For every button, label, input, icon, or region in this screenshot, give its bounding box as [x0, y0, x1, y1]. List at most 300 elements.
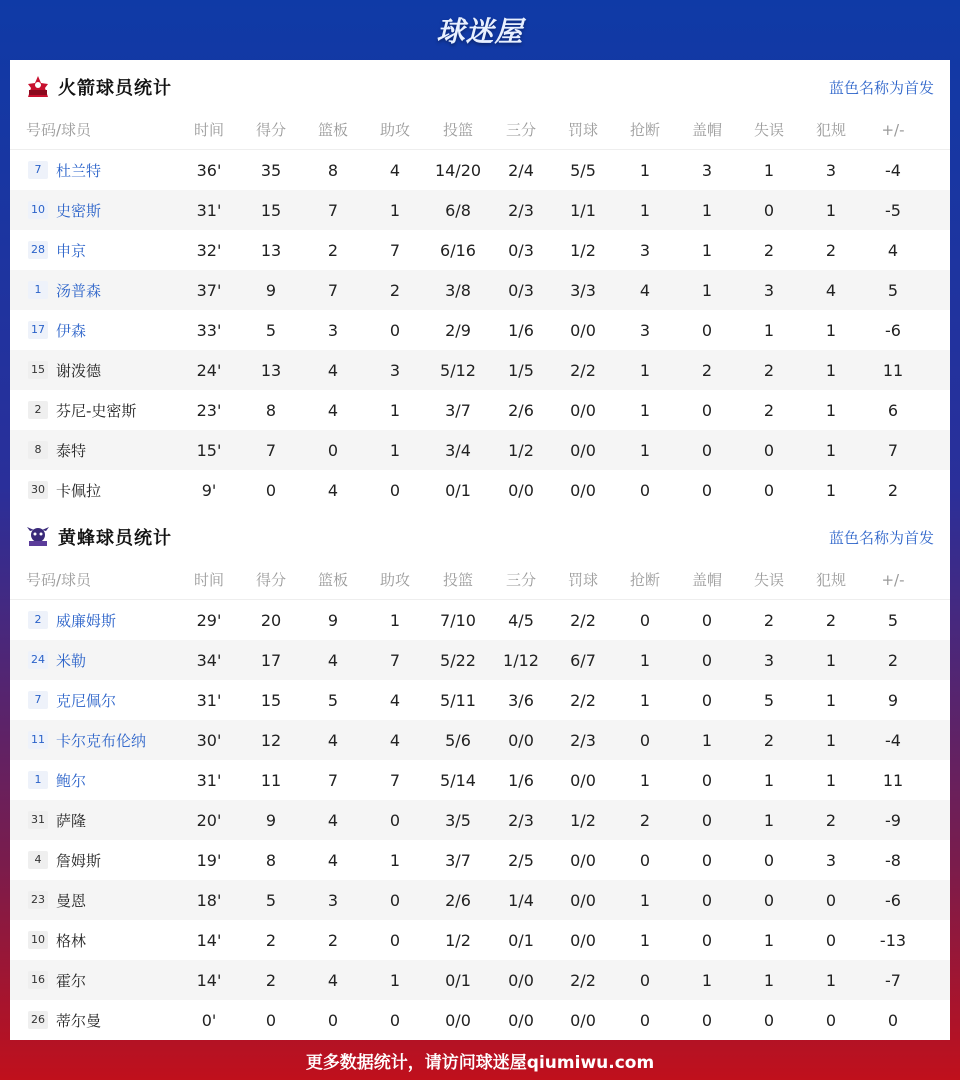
stat-three-pointers: 1/6: [508, 770, 534, 790]
player-name-link[interactable]: 霍尔: [56, 971, 87, 990]
stat-fouls: 0: [825, 890, 837, 910]
column-header-field-goals: 投篮: [442, 571, 473, 589]
starter-legend: 蓝色名称为首发: [828, 78, 934, 97]
column-header-turnovers: 失误: [753, 121, 784, 139]
stat-three-pointers: 3/6: [508, 690, 534, 710]
stat-free-throws: 0/0: [570, 770, 596, 790]
stat-turnovers: 0: [763, 890, 775, 910]
stat-blocks: 3: [701, 160, 713, 180]
stat-steals: 0: [639, 1010, 651, 1030]
stat-free-throws: 0/0: [570, 400, 596, 420]
stats-panel: [10, 60, 950, 1040]
app-header: [0, 0, 960, 60]
stat-fouls: 0: [825, 930, 837, 950]
stat-plus-minus: -5: [885, 200, 901, 220]
table-row[interactable]: [10, 880, 950, 920]
player-name-link[interactable]: 克尼佩尔: [56, 691, 117, 710]
player-name-link[interactable]: 詹姆斯: [56, 851, 102, 870]
column-header-blocks: 盖帽: [691, 571, 722, 589]
stat-fouls: 3: [825, 850, 837, 870]
jersey-number-badge: 10: [28, 931, 48, 949]
stat-turnovers: 2: [763, 610, 775, 630]
jersey-number-badge: 16: [28, 971, 48, 989]
stat-plus-minus: 5: [887, 610, 899, 630]
stat-assists: 0: [389, 320, 401, 340]
player-cell: [10, 1010, 180, 1031]
stat-blocks: 0: [701, 610, 713, 630]
player-cell: [10, 650, 180, 671]
stat-rebounds: 4: [327, 360, 339, 380]
stat-free-throws: 0/0: [570, 890, 596, 910]
column-header-turnovers: 失误: [753, 571, 784, 589]
stat-free-throws: 1/2: [570, 240, 596, 260]
stat-minutes: 31': [196, 770, 222, 790]
stat-turnovers: 2: [763, 240, 775, 260]
stat-assists: 7: [389, 240, 401, 260]
stat-minutes: 0': [201, 1010, 217, 1030]
stat-points: 8: [265, 400, 277, 420]
player-cell: [10, 770, 180, 791]
column-header-assists: 助攻: [379, 121, 410, 139]
stat-steals: 1: [639, 200, 651, 220]
stat-free-throws: 3/3: [570, 280, 596, 300]
stat-free-throws: 1/1: [570, 200, 596, 220]
stat-field-goals: 2/9: [445, 320, 471, 340]
footer-text[interactable]: 更多数据统计，请访问球迷屋qiumiwu.com: [305, 1052, 655, 1073]
stat-steals: 1: [639, 930, 651, 950]
stat-plus-minus: 2: [887, 480, 899, 500]
stat-minutes: 36': [196, 160, 222, 180]
stat-points: 7: [265, 440, 277, 460]
column-header-three-pointers: 三分: [505, 121, 536, 139]
stat-points: 9: [265, 810, 277, 830]
stat-rebounds: 0: [327, 1010, 339, 1030]
jersey-number-badge: 24: [28, 651, 48, 669]
player-name-link[interactable]: 蒂尔曼: [56, 1011, 102, 1030]
stat-plus-minus: -6: [885, 320, 901, 340]
stat-blocks: 1: [701, 280, 713, 300]
player-cell: [10, 480, 180, 501]
stat-fouls: 2: [825, 610, 837, 630]
stat-points: 5: [265, 890, 277, 910]
player-cell: [10, 850, 180, 871]
player-name-link[interactable]: 伊森: [56, 321, 87, 340]
stat-field-goals: 3/8: [445, 280, 471, 300]
table-row[interactable]: [10, 470, 950, 510]
stat-fouls: 1: [825, 400, 837, 420]
stat-fouls: 1: [825, 360, 837, 380]
stat-plus-minus: 11: [882, 360, 904, 380]
stat-free-throws: 1/2: [570, 810, 596, 830]
player-name-link[interactable]: 格林: [56, 931, 87, 950]
stat-three-pointers: 4/5: [508, 610, 534, 630]
stat-blocks: 2: [701, 360, 713, 380]
stat-steals: 0: [639, 970, 651, 990]
jersey-number-badge: 1: [28, 771, 48, 789]
stat-blocks: 0: [701, 930, 713, 950]
stat-minutes: 29': [196, 610, 222, 630]
stat-plus-minus: 0: [887, 1010, 899, 1030]
player-name-link[interactable]: 威廉姆斯: [56, 611, 117, 630]
stat-minutes: 31': [196, 200, 222, 220]
stat-steals: 1: [639, 160, 651, 180]
stat-rebounds: 7: [327, 200, 339, 220]
stat-steals: 2: [639, 810, 651, 830]
stat-minutes: 18': [196, 890, 222, 910]
stat-blocks: 0: [701, 650, 713, 670]
player-name-link[interactable]: 杜兰特: [56, 161, 102, 180]
stat-free-throws: 2/3: [570, 730, 596, 750]
stat-plus-minus: -9: [885, 810, 901, 830]
stat-blocks: 1: [701, 970, 713, 990]
stat-minutes: 37': [196, 280, 222, 300]
stat-fouls: 2: [825, 240, 837, 260]
stat-fouls: 1: [825, 320, 837, 340]
stat-minutes: 30': [196, 730, 222, 750]
stat-steals: 1: [639, 690, 651, 710]
player-name-link[interactable]: 芬尼-史密斯: [56, 401, 137, 420]
stat-three-pointers: 1/6: [508, 320, 534, 340]
stat-free-throws: 2/2: [570, 610, 596, 630]
stat-field-goals: 0/0: [445, 1010, 471, 1030]
stat-field-goals: 3/5: [445, 810, 471, 830]
stat-assists: 4: [389, 160, 401, 180]
stat-minutes: 33': [196, 320, 222, 340]
stat-assists: 1: [389, 970, 401, 990]
stat-fouls: 4: [825, 280, 837, 300]
player-cell: [10, 280, 180, 301]
jersey-number-badge: 23: [28, 891, 48, 909]
table-row[interactable]: [10, 310, 950, 350]
jersey-number-badge: 17: [28, 321, 48, 339]
stat-assists: 3: [389, 360, 401, 380]
table-row[interactable]: [10, 720, 950, 760]
stat-turnovers: 2: [763, 360, 775, 380]
stat-turnovers: 3: [763, 280, 775, 300]
stat-points: 17: [260, 650, 282, 670]
stat-assists: 1: [389, 440, 401, 460]
stat-rebounds: 4: [327, 730, 339, 750]
jersey-number-badge: 10: [28, 201, 48, 219]
stat-steals: 1: [639, 650, 651, 670]
player-cell: [10, 360, 180, 381]
player-cell: [10, 610, 180, 631]
stat-assists: 7: [389, 770, 401, 790]
jersey-number-badge: 26: [28, 1011, 48, 1029]
stat-blocks: 0: [701, 320, 713, 340]
player-name-link[interactable]: 史密斯: [56, 201, 102, 220]
stat-plus-minus: 2: [887, 650, 899, 670]
jersey-number-badge: 30: [28, 481, 48, 499]
table-row[interactable]: [10, 920, 950, 960]
stat-free-throws: 2/2: [570, 360, 596, 380]
stat-rebounds: 4: [327, 970, 339, 990]
stat-fouls: 1: [825, 970, 837, 990]
stat-three-pointers: 2/6: [508, 400, 534, 420]
stat-three-pointers: 0/0: [508, 1010, 534, 1030]
column-header-steals: 抢断: [629, 571, 660, 589]
stat-rebounds: 4: [327, 480, 339, 500]
stat-assists: 2: [389, 280, 401, 300]
player-cell: [10, 160, 180, 181]
table-row[interactable]: [10, 800, 950, 840]
stat-rebounds: 2: [327, 240, 339, 260]
stat-points: 15: [260, 690, 282, 710]
player-name-link[interactable]: 曼恩: [56, 891, 87, 910]
stat-rebounds: 9: [327, 610, 339, 630]
player-cell: [10, 730, 180, 751]
stat-turnovers: 1: [763, 160, 775, 180]
player-name-link[interactable]: 米勒: [56, 651, 87, 670]
jersey-number-badge: 7: [28, 161, 48, 179]
player-stats-table-rockets: [10, 110, 950, 510]
stat-three-pointers: 1/2: [508, 440, 534, 460]
stat-three-pointers: 0/3: [508, 240, 534, 260]
site-logo[interactable]: 球迷屋: [436, 15, 524, 48]
stat-field-goals: 5/22: [440, 650, 476, 670]
stat-field-goals: 0/1: [445, 480, 471, 500]
stat-free-throws: 0/0: [570, 320, 596, 340]
stat-points: 8: [265, 850, 277, 870]
stat-fouls: 2: [825, 810, 837, 830]
player-cell: [10, 690, 180, 711]
stat-turnovers: 2: [763, 400, 775, 420]
player-cell: [10, 400, 180, 421]
stat-plus-minus: -7: [885, 970, 901, 990]
stat-steals: 3: [639, 240, 651, 260]
player-name-link[interactable]: 泰特: [56, 441, 87, 460]
starter-legend: 蓝色名称为首发: [828, 528, 934, 547]
stat-assists: 1: [389, 610, 401, 630]
stat-field-goals: 5/14: [440, 770, 476, 790]
stat-free-throws: 0/0: [570, 850, 596, 870]
jersey-number-badge: 1: [28, 281, 48, 299]
jersey-number-badge: 28: [28, 241, 48, 259]
footer-banner: [0, 1040, 960, 1080]
stat-blocks: 0: [701, 480, 713, 500]
column-header-plus-minus: +/-: [881, 120, 905, 139]
table-row[interactable]: [10, 230, 950, 270]
stat-blocks: 0: [701, 890, 713, 910]
player-name-link[interactable]: 卡尔克布伦纳: [56, 731, 147, 750]
stat-field-goals: 7/10: [440, 610, 476, 630]
column-header-points: 得分: [255, 571, 286, 589]
player-name-link[interactable]: 卡佩拉: [56, 481, 102, 500]
stat-turnovers: 1: [763, 930, 775, 950]
stat-fouls: 3: [825, 160, 837, 180]
column-header-blocks: 盖帽: [691, 121, 722, 139]
stat-rebounds: 7: [327, 770, 339, 790]
stat-three-pointers: 0/0: [508, 730, 534, 750]
table-header-row: [10, 110, 950, 150]
stat-three-pointers: 2/4: [508, 160, 534, 180]
stat-plus-minus: 6: [887, 400, 899, 420]
column-header-player: 号码/球员: [26, 121, 92, 139]
table-row[interactable]: [10, 150, 950, 190]
stat-field-goals: 3/7: [445, 850, 471, 870]
column-header-rebounds: 篮板: [317, 121, 348, 139]
stat-blocks: 0: [701, 1010, 713, 1030]
stat-points: 12: [260, 730, 282, 750]
player-name-link[interactable]: 鲍尔: [56, 771, 87, 790]
stat-steals: 1: [639, 770, 651, 790]
stat-three-pointers: 1/5: [508, 360, 534, 380]
table-row[interactable]: [10, 350, 950, 390]
stat-plus-minus: 7: [887, 440, 899, 460]
stat-blocks: 1: [701, 240, 713, 260]
stat-steals: 1: [639, 440, 651, 460]
column-header-minutes: 时间: [193, 571, 224, 589]
stat-free-throws: 0/0: [570, 480, 596, 500]
stat-blocks: 0: [701, 770, 713, 790]
stat-free-throws: 5/5: [570, 160, 596, 180]
player-cell: [10, 930, 180, 951]
column-header-minutes: 时间: [193, 121, 224, 139]
hornets-logo-icon: [26, 525, 50, 549]
stat-minutes: 32': [196, 240, 222, 260]
stat-turnovers: 3: [763, 650, 775, 670]
stat-rebounds: 8: [327, 160, 339, 180]
stat-plus-minus: -13: [879, 930, 907, 950]
stat-free-throws: 2/2: [570, 690, 596, 710]
stat-points: 2: [265, 970, 277, 990]
stat-assists: 7: [389, 650, 401, 670]
player-cell: [10, 810, 180, 831]
stat-turnovers: 1: [763, 320, 775, 340]
stat-plus-minus: -4: [885, 730, 901, 750]
stat-rebounds: 4: [327, 650, 339, 670]
stat-steals: 3: [639, 320, 651, 340]
column-header-fouls: 犯规: [815, 571, 846, 589]
stat-steals: 0: [639, 730, 651, 750]
table-row[interactable]: [10, 680, 950, 720]
player-name-link[interactable]: 汤普森: [56, 281, 102, 300]
stat-three-pointers: 2/5: [508, 850, 534, 870]
stat-assists: 1: [389, 400, 401, 420]
stat-steals: 1: [639, 360, 651, 380]
stat-points: 0: [265, 1010, 277, 1030]
stat-turnovers: 5: [763, 690, 775, 710]
stat-minutes: 15': [196, 440, 222, 460]
player-cell: [10, 320, 180, 341]
stat-points: 15: [260, 200, 282, 220]
table-row[interactable]: [10, 1000, 950, 1040]
stat-fouls: 1: [825, 770, 837, 790]
jersey-number-badge: 31: [28, 811, 48, 829]
stat-plus-minus: 9: [887, 690, 899, 710]
stat-three-pointers: 0/0: [508, 480, 534, 500]
table-row[interactable]: [10, 960, 950, 1000]
stat-minutes: 31': [196, 690, 222, 710]
player-name-link[interactable]: 申京: [56, 241, 87, 260]
stat-assists: 0: [389, 810, 401, 830]
stat-field-goals: 3/7: [445, 400, 471, 420]
stat-rebounds: 7: [327, 280, 339, 300]
stat-assists: 1: [389, 200, 401, 220]
stat-plus-minus: 4: [887, 240, 899, 260]
stat-rebounds: 5: [327, 690, 339, 710]
stat-assists: 4: [389, 690, 401, 710]
stat-field-goals: 14/20: [434, 160, 482, 180]
stat-points: 13: [260, 360, 282, 380]
stat-field-goals: 5/11: [440, 690, 476, 710]
stat-three-pointers: 2/3: [508, 810, 534, 830]
column-header-fouls: 犯规: [815, 121, 846, 139]
column-header-steals: 抢断: [629, 121, 660, 139]
table-row[interactable]: [10, 600, 950, 640]
team-header-rockets: [10, 62, 950, 112]
stat-minutes: 23': [196, 400, 222, 420]
stat-minutes: 9': [201, 480, 217, 500]
stat-plus-minus: 5: [887, 280, 899, 300]
table-row[interactable]: [10, 760, 950, 800]
stat-free-throws: 0/0: [570, 930, 596, 950]
stat-fouls: 1: [825, 480, 837, 500]
column-header-plus-minus: +/-: [881, 570, 905, 589]
stat-steals: 4: [639, 280, 651, 300]
column-header-rebounds: 篮板: [317, 571, 348, 589]
stat-three-pointers: 1/12: [503, 650, 539, 670]
stat-assists: 0: [389, 930, 401, 950]
table-row[interactable]: [10, 430, 950, 470]
stat-rebounds: 4: [327, 810, 339, 830]
table-row[interactable]: [10, 190, 950, 230]
stat-three-pointers: 1/4: [508, 890, 534, 910]
stat-three-pointers: 0/3: [508, 280, 534, 300]
stat-turnovers: 0: [763, 440, 775, 460]
jersey-number-badge: 4: [28, 851, 48, 869]
stat-blocks: 0: [701, 690, 713, 710]
table-row[interactable]: [10, 270, 950, 310]
jersey-number-badge: 2: [28, 611, 48, 629]
jersey-number-badge: 7: [28, 691, 48, 709]
stat-points: 13: [260, 240, 282, 260]
stat-assists: 0: [389, 890, 401, 910]
team-title: 火箭球员统计: [58, 78, 172, 99]
stat-plus-minus: -6: [885, 890, 901, 910]
player-name-link[interactable]: 谢泼德: [56, 361, 102, 380]
stat-plus-minus: 11: [882, 770, 904, 790]
stat-steals: 0: [639, 610, 651, 630]
stat-fouls: 1: [825, 730, 837, 750]
column-header-field-goals: 投篮: [442, 121, 473, 139]
stat-fouls: 0: [825, 1010, 837, 1030]
table-row[interactable]: [10, 390, 950, 430]
stat-minutes: 24': [196, 360, 222, 380]
player-name-link[interactable]: 萨隆: [56, 811, 87, 830]
stat-assists: 0: [389, 480, 401, 500]
stat-points: 9: [265, 280, 277, 300]
stat-three-pointers: 0/0: [508, 970, 534, 990]
stat-turnovers: 0: [763, 1010, 775, 1030]
stat-plus-minus: -8: [885, 850, 901, 870]
stat-rebounds: 4: [327, 850, 339, 870]
stat-field-goals: 5/12: [440, 360, 476, 380]
stat-fouls: 1: [825, 440, 837, 460]
stat-turnovers: 1: [763, 770, 775, 790]
stat-turnovers: 0: [763, 850, 775, 870]
stat-blocks: 1: [701, 200, 713, 220]
jersey-number-badge: 11: [28, 731, 48, 749]
stat-points: 5: [265, 320, 277, 340]
table-row[interactable]: [10, 640, 950, 680]
column-header-points: 得分: [255, 121, 286, 139]
jersey-number-badge: 8: [28, 441, 48, 459]
stat-rebounds: 3: [327, 890, 339, 910]
jersey-number-badge: 2: [28, 401, 48, 419]
table-row[interactable]: [10, 840, 950, 880]
stat-three-pointers: 2/3: [508, 200, 534, 220]
